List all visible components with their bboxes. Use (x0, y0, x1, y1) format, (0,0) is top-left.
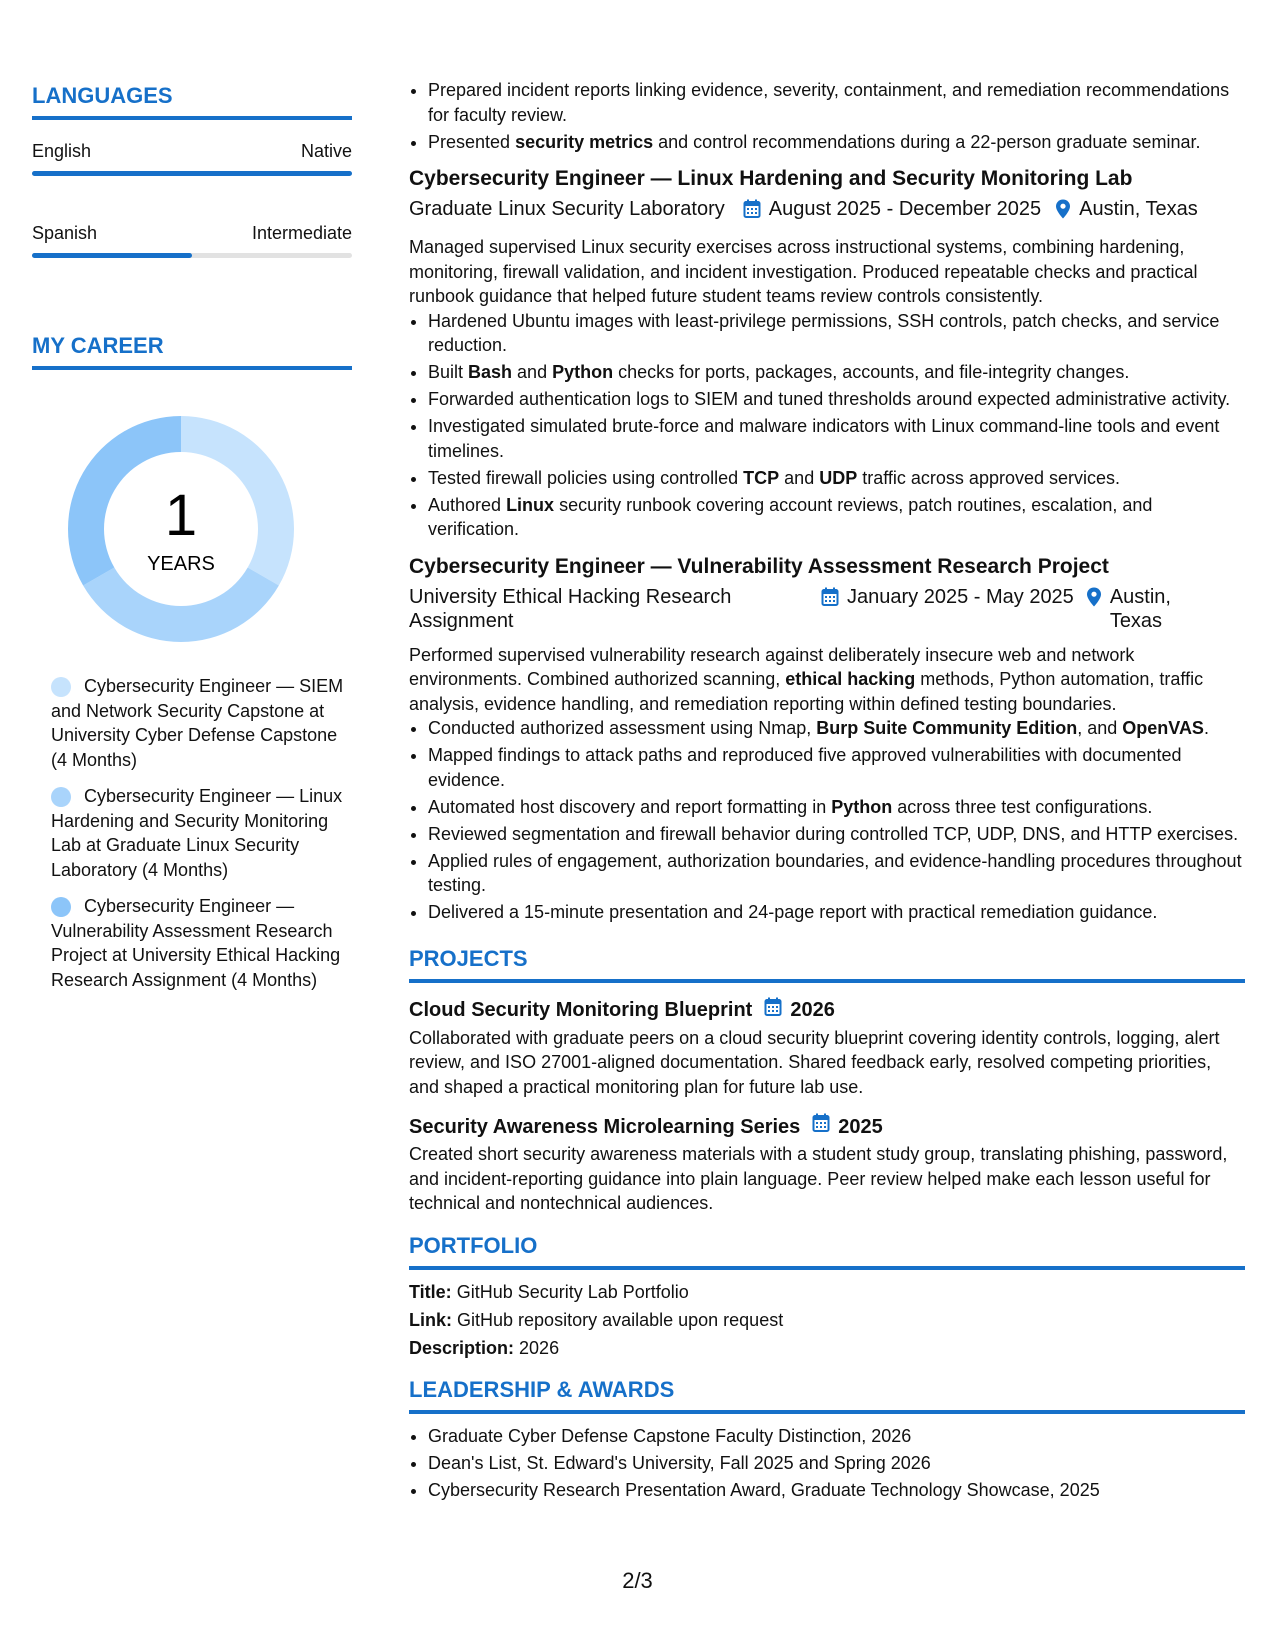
calendar-icon (764, 997, 782, 1024)
bold-keyword: ethical hacking (785, 669, 916, 689)
language-proficiency-fill (32, 253, 192, 258)
career-heading: MY CAREER (32, 332, 352, 370)
project-description: Created short security awareness materials with a student study group, translating phishing, password, and incident-reporting guidance into plain language. Peer review helped make each lesson useful for technical and nontechnical audiences. (409, 1144, 1228, 1213)
bold-keyword: Linux (506, 494, 555, 515)
job-bullets (409, 716, 1245, 925)
language-name: English (32, 141, 92, 161)
career-legend-item (51, 894, 352, 992)
language-name: Spanish (32, 223, 98, 243)
bullet-item: • Built Bash and Python checks for ports, packages, accounts, and file-integrity changes. (428, 360, 1245, 385)
job-description: Performed supervised vulnerability research against deliberately insecure web and network environments. Combined authorized scanning, ethical hacking methods, Python automation, traffic analysis, evidence handling, and remediation reporting within defined testing boundaries. (409, 644, 1204, 714)
language-entry (32, 222, 352, 258)
bold-keyword: OpenVAS (1122, 718, 1204, 738)
bullet-item: • Mapped findings to attack paths and reproduced five approved vulnerabilities with documented evidence. (428, 743, 1245, 792)
bullet-item: • Investigated simulated brute-force and malware indicators with Linux command-line tools and event timelines. (428, 414, 1245, 463)
portfolio-description-value: 2026 (519, 1337, 560, 1358)
job-organization: Graduate Linux Security Laboratory (409, 198, 725, 220)
career-legend-label: Cybersecurity Engineer — Linux Hardening and Security Monitoring Lab at Graduate Linux Security Laboratory (4 Months) (51, 786, 343, 880)
calendar-icon (821, 587, 839, 613)
awards-heading: LEADERSHIP & AWARDS (409, 1376, 1245, 1414)
project-year: 2026 (790, 999, 835, 1021)
main-content (409, 78, 1245, 1505)
bullet-item: • Prepared incident reports linking evidence, severity, containment, and remediation recommendations for faculty review. (428, 78, 1245, 127)
job-title: Cybersecurity Engineer — Linux Hardening and Security Monitoring Lab (409, 167, 1133, 190)
project-year: 2025 (838, 1115, 883, 1138)
award-item: • Cybersecurity Research Presentation Award, Graduate Technology Showcase, 2025 (428, 1478, 1245, 1503)
job-bullets (409, 309, 1245, 542)
project-entry (409, 1113, 1245, 1216)
career-legend-label: Cybersecurity Engineer — Vulnerability Assessment Research Project at University Ethical Hacking Research Assignment (4 Months) (51, 896, 341, 990)
location-pin-icon (1086, 587, 1102, 613)
language-proficiency-fill (32, 171, 352, 176)
languages-heading: LANGUAGES (32, 82, 352, 120)
bullet-item: • Hardened Ubuntu images with least-privilege permissions, SSH controls, patch checks, and service reduction. (428, 309, 1245, 358)
job-entry (409, 554, 1245, 925)
previous-job-bullets (409, 78, 1245, 154)
bullet-item: • Tested firewall policies using controlled TCP and UDP traffic across approved services. (428, 466, 1245, 491)
job-dates: January 2025 - May 2025 (847, 585, 1074, 608)
job-title: Cybersecurity Engineer — Vulnerability Assessment Research Project (409, 554, 1109, 578)
location-pin-icon (1055, 199, 1071, 225)
portfolio-title-value: GitHub Security Lab Portfolio (456, 1281, 689, 1302)
project-description: Collaborated with graduate peers on a cloud security blueprint covering identity controls, logging, alert review, and ISO 27001-aligned documentation. Shared feedback early, resolved competing priorities, and shaped a practical monitoring plan for future lab use. (409, 1027, 1220, 1097)
career-legend-item (51, 674, 352, 772)
bold-keyword: TCP (743, 467, 780, 488)
portfolio-link-label: Link: (409, 1309, 452, 1330)
portfolio-description-row (409, 1334, 1245, 1362)
page-number: 2/3 (622, 1568, 653, 1593)
portfolio-link-row (409, 1306, 1245, 1334)
language-level: Intermediate (251, 223, 352, 243)
project-name: Cloud Security Monitoring Blueprint (409, 999, 753, 1021)
legend-dot-icon (51, 677, 71, 697)
job-entry (409, 166, 1245, 542)
bullet-item: • Presented security metrics and control recommendations during a 22-person graduate seminar. (428, 130, 1245, 155)
bullet-item: • Reviewed segmentation and firewall behavior during controlled TCP, UDP, DNS, and HTTP exercises. (428, 822, 1245, 847)
award-item: • Graduate Cyber Defense Capstone Faculty Distinction, 2026 (428, 1424, 1245, 1449)
career-legend-label: Cybersecurity Engineer — SIEM and Network Security Capstone at University Cyber Defense Capstone (4 Months) (51, 676, 344, 770)
projects-heading: PROJECTS (409, 945, 1245, 983)
career-legend (32, 674, 352, 992)
award-item: • Dean's List, St. Edward's University, Fall 2025 and Spring 2026 (428, 1451, 1245, 1476)
job-location: Austin, Texas (1079, 198, 1198, 220)
career-donut-chart (66, 414, 296, 644)
portfolio-description-label: Description: (409, 1337, 515, 1358)
legend-dot-icon (51, 787, 71, 807)
language-entry (32, 140, 352, 176)
job-meta (409, 585, 1245, 633)
language-proficiency-bar (32, 253, 352, 258)
portfolio-heading: PORTFOLIO (409, 1232, 1245, 1270)
bold-keyword: Python (831, 796, 893, 817)
bullet-item: • Automated host discovery and report formatting in Python across three test configurations. (428, 795, 1245, 820)
legend-dot-icon (51, 897, 71, 917)
portfolio-title-label: Title: (409, 1281, 452, 1302)
portfolio-title-row (409, 1278, 1245, 1306)
language-proficiency-bar (32, 171, 352, 176)
portfolio-link-value: GitHub repository available upon request (457, 1309, 784, 1330)
job-dates: August 2025 - December 2025 (768, 198, 1042, 220)
career-legend-item (51, 784, 352, 882)
calendar-icon (743, 199, 761, 225)
bullet-item: • Delivered a 15-minute presentation and 24-page report with practical remediation guidance. (428, 900, 1245, 925)
project-name: Security Awareness Microlearning Series (409, 1115, 801, 1138)
bullet-item: • Applied rules of engagement, authorization boundaries, and evidence-handling procedures throughout testing. (428, 849, 1245, 898)
job-organization: University Ethical Hacking Research Assignment (409, 585, 732, 632)
bullet-item: • Conducted authorized assessment using Nmap, Burp Suite Community Edition, and OpenVAS. (428, 716, 1245, 741)
project-entry (409, 997, 1245, 1100)
bold-keyword: Bash (468, 362, 513, 382)
bold-keyword: UDP (819, 467, 858, 488)
job-description: Managed supervised Linux security exercises across instructional systems, combining hardening, monitoring, firewall validation, and incident investigation. Produced repeatable checks and practical runbook guidance that helped future student teams review controls consistently. (409, 237, 1198, 306)
bold-keyword: Python (552, 362, 614, 382)
language-level: Native (300, 141, 352, 161)
career-years-value: 1 (164, 483, 198, 548)
bold-keyword: Burp Suite Community Edition (816, 718, 1078, 738)
job-meta (409, 197, 1245, 225)
sidebar (32, 82, 352, 1004)
career-years-unit: YEARS (147, 553, 215, 575)
bullet-item: • Authored Linux security runbook covering account reviews, patch routines, escalation, and verification. (428, 493, 1245, 542)
bullet-item: • Forwarded authentication logs to SIEM and tuned thresholds around expected administrative activity. (428, 387, 1245, 412)
awards-list (409, 1424, 1245, 1503)
bold-keyword: security metrics (515, 131, 654, 152)
job-location: Austin, Texas (1109, 585, 1171, 632)
calendar-icon (812, 1113, 830, 1140)
